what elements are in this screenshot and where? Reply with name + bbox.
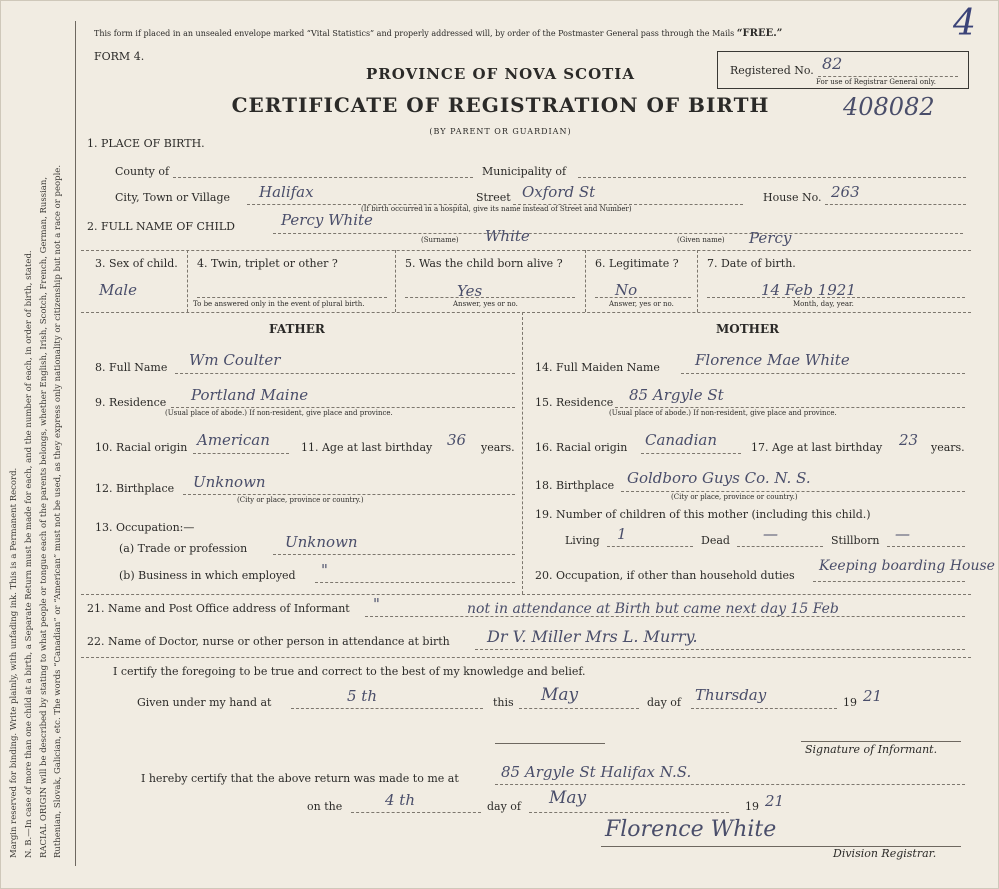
street-value: Oxford St (522, 183, 596, 201)
on-day: 4 th (385, 791, 415, 809)
mother-birthplace-value: Goldboro Guys Co. N. S. (627, 469, 811, 487)
mother-age-label: 17. Age at last birthday (751, 441, 883, 454)
mother-residence-note: (Usual place of abode.) If non-resident, give place and province. (609, 409, 837, 417)
this-label: this (493, 696, 514, 709)
year2-prefix: 19 (745, 800, 759, 813)
day-of2-label: day of (487, 800, 522, 813)
father-residence-label: 9. Residence (95, 396, 167, 409)
given-weekday: Thursday (695, 686, 767, 704)
year-prefix: 19 (843, 696, 857, 709)
father-racial-label: 10. Racial origin (95, 441, 188, 454)
father-heading: FATHER (269, 322, 325, 336)
surname-value: White (485, 227, 530, 245)
registered-label: Registered No. (730, 64, 814, 77)
city-value: Halifax (259, 183, 314, 201)
sex-value: Male (99, 281, 137, 299)
informant-value: not in attendance at Birth but came next day 15 Feb (467, 601, 839, 617)
father-years-label: years. (481, 441, 515, 454)
form-number: FORM 4. (94, 50, 145, 63)
legitimate-note: Answer, yes or no. (609, 300, 674, 308)
mother-birthplace-note: (City or place, province or country.) (671, 493, 798, 501)
father-business-label: (b) Business in which employed (119, 569, 296, 582)
day-of-label: day of (647, 696, 682, 709)
handwritten-number: 408082 (843, 93, 935, 121)
return-text: I hereby certify that the above return was made to me at (141, 772, 459, 785)
father-trade-label: (a) Trade or profession (119, 542, 248, 555)
margin-note-3: RACIAL ORIGIN will be described by stating to what people or tongue each of the parents belongs, whether English, Irish, Scotch, French, German, Russian, (39, 176, 49, 858)
city-label: City, Town or Village (115, 191, 230, 204)
father-birthplace-label: 12. Birthplace (95, 482, 175, 495)
sex-label: 3. Sex of child. (95, 257, 178, 270)
given-label: Given under my hand at (137, 696, 272, 709)
alive-note: Answer, yes or no. (453, 300, 518, 308)
return-place: 85 Argyle St Halifax N.S. (501, 763, 692, 781)
father-residence-note: (Usual place of abode.) If non-resident, give place and province. (165, 409, 393, 417)
legitimate-label: 6. Legitimate ? (595, 257, 679, 270)
stillborn-label: Stillborn (831, 534, 880, 547)
street-note: (If birth occurred in a hospital, give its name instead of Street and Number) (361, 205, 632, 213)
living-value: 1 (617, 525, 627, 543)
father-birthplace-value: Unknown (193, 473, 266, 491)
stillborn-value: — (895, 525, 910, 543)
house-label: House No. (763, 191, 822, 204)
mother-name-label: 14. Full Maiden Name (535, 361, 660, 374)
living-label: Living (565, 534, 600, 547)
given-month: May (541, 685, 579, 705)
page-title: CERTIFICATE OF REGISTRATION OF BIRTH (231, 93, 770, 117)
given-name-note: (Given name) (677, 236, 725, 244)
twin-label: 4. Twin, triplet or other ? (197, 257, 338, 270)
margin-divider (75, 21, 76, 866)
informant-label: 21. Name and Post Office address of Informant (87, 602, 350, 615)
doctor-label: 22. Name of Doctor, nurse or other person in attendance at birth (87, 635, 450, 648)
father-residence-value: Portland Maine (191, 386, 309, 404)
municipality-label: Municipality of (482, 165, 567, 178)
informant-signature-label: Signature of Informant. (805, 743, 938, 756)
dead-label: Dead (701, 534, 730, 547)
street-label: Street (476, 191, 511, 204)
child-name-label: 2. FULL NAME OF CHILD (87, 220, 235, 233)
year-suffix: 21 (863, 687, 883, 705)
mother-residence-label: 15. Residence (535, 396, 614, 409)
father-name-label: 8. Full Name (95, 361, 168, 374)
certify-text: I certify the foregoing to be true and correct to the best of my knowledge and belief. (113, 665, 586, 678)
mail-notice: This form if placed in an unsealed envelope marked “Vital Statistics” and properly addressed will, by order of the Postmaster General pass through the Mails “FREE.” (94, 28, 783, 39)
informant-mark: " (373, 595, 380, 613)
registrar-note: For use of Registrar General only. (816, 78, 936, 86)
registrar-signature: Florence White (605, 817, 777, 842)
father-birthplace-note: (City or place, province or country.) (237, 496, 364, 504)
mother-occupation-value: Keeping boarding House (819, 558, 995, 574)
mother-children-label: 19. Number of children of this mother (including this child.) (535, 508, 871, 521)
dead-value: — (763, 525, 778, 543)
place-of-birth-heading: 1. PLACE OF BIRTH. (87, 137, 205, 150)
birth-date-note: Month, day, year. (793, 300, 854, 308)
mother-age-value: 23 (899, 431, 919, 449)
surname-note: (Surname) (421, 236, 459, 244)
margin-note-4: Ruthenian, Slovak, Galician, etc. The words “Canadian” or “American” must not be used, as they express only nationality or citizenship but not a race or people. (53, 164, 63, 858)
mother-residence-value: 85 Argyle St (629, 386, 724, 404)
mother-occupation-label: 20. Occupation, if other than household duties (535, 569, 795, 582)
margin-note-1: Margin reserved for binding. Write plainly, with unfading ink. This is a Permanent Record. (9, 467, 19, 858)
father-age-label: 11. Age at last birthday (301, 441, 433, 454)
alive-label: 5. Was the child born alive ? (405, 257, 563, 270)
house-value: 263 (831, 183, 860, 201)
year2-suffix: 21 (765, 792, 785, 810)
registered-value: 82 (822, 54, 843, 73)
on-month: May (549, 788, 587, 808)
mother-birthplace-label: 18. Birthplace (535, 479, 615, 492)
father-racial-value: American (197, 431, 270, 449)
twin-note: To be answered only in the event of plural birth. (193, 300, 365, 308)
father-occupation-label: 13. Occupation:— (95, 521, 195, 534)
given-name-value: Percy (749, 229, 792, 247)
registration-box (717, 51, 969, 89)
birth-date-value: 14 Feb 1921 (761, 281, 856, 299)
father-age-value: 36 (447, 431, 467, 449)
given-day: 5 th (347, 687, 377, 705)
mother-racial-label: 16. Racial origin (535, 441, 628, 454)
child-name-value: Percy White (281, 211, 373, 229)
mother-heading: MOTHER (716, 322, 780, 336)
birth-date-label: 7. Date of birth. (707, 257, 796, 270)
page-subtitle: (BY PARENT OR GUARDIAN) (429, 127, 572, 136)
on-the-label: on the (307, 800, 343, 813)
county-label: County of (115, 165, 170, 178)
corner-mark: 4 (953, 3, 976, 44)
division-registrar-label: Division Registrar. (833, 847, 937, 860)
father-trade-value: Unknown (285, 533, 358, 551)
mother-name-value: Florence Mae White (695, 351, 850, 369)
mother-years-label: years. (931, 441, 965, 454)
doctor-value: Dr V. Miller Mrs L. Murry. (487, 627, 698, 646)
province-heading: PROVINCE OF NOVA SCOTIA (366, 65, 635, 83)
legitimate-value: No (615, 281, 638, 299)
mother-racial-value: Canadian (645, 431, 718, 449)
father-business-value: " (321, 561, 328, 579)
alive-value: Yes (457, 282, 483, 300)
father-name-value: Wm Coulter (189, 351, 281, 369)
margin-note-2: N. B.—In case of more than one child at a birth, a Separate Return must be made for each, and the number of each, in order of birth, stated. (24, 250, 34, 858)
